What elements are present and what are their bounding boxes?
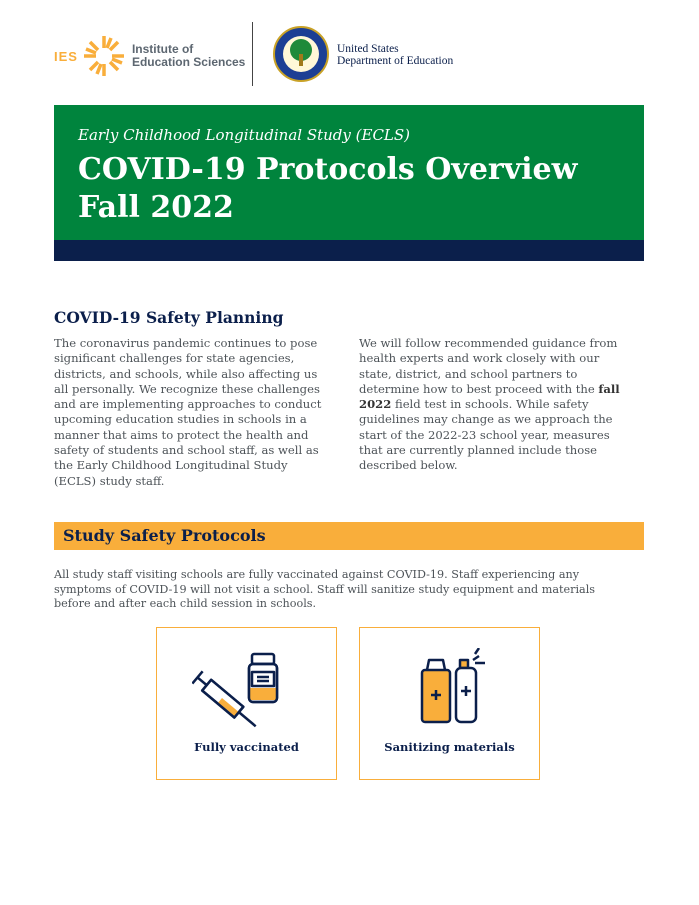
col2-text-b: field test in schools. While safety guidelines may change as we approach the start of the 2022-23 school year, measures that are currently planned include those described below. [359,397,613,473]
title-line1: COVID-19 Protocols Overview [78,152,578,187]
ed-name-line1: United States [337,43,399,55]
card-label: Fully vaccinated [194,740,299,754]
protocols-intro: All study staff visiting schools are fully vaccinated against COVID-19. Staff experiencing any symptoms of COVID-19 will not visit a school. Staff will sanitize study equipment and materials before and after each child session in schools. [54,568,596,610]
banner-subtitle: Early Childhood Longitudinal Study (ECLS) [78,126,411,144]
syringe-vial-icon [192,648,302,733]
ies-sunburst-icon [82,34,126,78]
banner-stripe [54,240,644,261]
card-fully-vaccinated [156,627,337,780]
card-label: Sanitizing materials [384,740,515,754]
card-sanitizing-materials [359,627,540,780]
title-line2: Fall 2022 [78,190,234,225]
ed-name-line2: Department of Education [337,55,454,67]
logo-divider [252,22,253,86]
col2-bold: fall 2022 [359,381,620,412]
protocols-heading: Study Safety Protocols [63,526,266,545]
ies-abbr: IES [54,48,78,64]
title-banner [54,105,644,240]
wipes-spray-icon [395,648,505,733]
page-title [78,151,577,227]
planning-column-2 [359,336,634,474]
department-seal-icon [273,26,329,82]
col2-text-a: We will follow recommended guidance from health experts and work closely with our state, district, and school partners to determine how to best proceed with the [359,336,618,396]
planning-heading: COVID-19 Safety Planning [54,308,284,327]
planning-column-1: The coronavirus pandemic continues to pose significant challenges for state agencies, districts, and schools, while also affecting us all personally. We recognize these challenges and are implementing approaches to conduct upcoming education studies in schools in a manner that aims to protect the health and safety of students and school staff, as well as the Early Childhood Longitudinal Study (ECLS) study staff. [54,336,322,488]
protocols-heading-bar [54,522,644,550]
ies-name-line2: Education Sciences [131,55,246,69]
ies-name-line1: Institute of [131,42,194,56]
ies-logo [54,34,245,78]
